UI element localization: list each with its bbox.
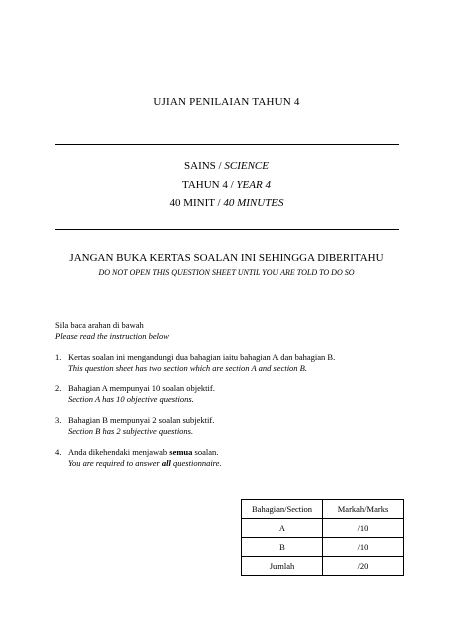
instruction-english-text: You are required to answer: [68, 458, 162, 468]
header-section: Bahagian/Section: [242, 500, 323, 519]
subject-line: [0, 160, 453, 172]
duration-line: [0, 197, 453, 209]
subject-english: SCIENCE: [224, 160, 269, 172]
instruction-malay-text: Anda dikehendaki menjawab: [68, 447, 170, 457]
table-cell-section: A: [242, 519, 323, 538]
page-title: UJIAN PENILAIAN TAHUN 4: [153, 96, 300, 108]
instruction-english: Section B has 2 subjective questions.: [68, 426, 194, 436]
year-english: YEAR 4: [236, 179, 271, 191]
instruction-malay-emphasis: semua: [169, 447, 193, 457]
table-header-row: [242, 500, 404, 519]
instruction-number: 2.: [55, 383, 62, 393]
year-line: [0, 179, 453, 191]
instruction-malay: Kertas soalan ini mengandungi dua bahagian iaitu bahagian A dan bahagian B.: [68, 352, 336, 362]
instruction-english: [68, 458, 222, 468]
instruction-number: 1.: [55, 352, 62, 362]
table-row: [242, 519, 404, 538]
instruction-number: 4.: [55, 447, 62, 457]
bottom-divider: [55, 229, 399, 230]
table-cell-section: Jumlah: [242, 557, 323, 576]
warning-malay: JANGAN BUKA KERTAS SOALAN INI SEHINGGA DIBERITAHU: [69, 252, 384, 264]
year-malay: TAHUN 4 /: [182, 179, 237, 191]
table-cell-marks: /10: [323, 519, 404, 538]
subject-malay: SAINS /: [184, 160, 225, 172]
warning-english: DO NOT OPEN THIS QUESTION SHEET UNTIL YOU ARE TOLD TO DO SO: [98, 268, 355, 277]
table-cell-marks: /20: [323, 557, 404, 576]
table-cell-section: B: [242, 538, 323, 557]
instruction-malay: Bahagian B mempunyai 2 soalan subjektif.: [68, 415, 215, 425]
instructions-intro-malay: Sila baca arahan di bawah: [55, 320, 144, 330]
duration-english: 40 MINUTES: [223, 197, 284, 209]
table-row: [242, 557, 404, 576]
instruction-malay: [68, 447, 218, 457]
marks-table: [241, 499, 404, 576]
instruction-english: This question sheet has two section which are section A and section B.: [68, 363, 308, 373]
instruction-english-emphasis: all: [161, 458, 171, 468]
duration-malay: 40 MINIT /: [169, 197, 224, 209]
table-row: [242, 538, 404, 557]
instruction-english: Section A has 10 objective questions.: [68, 394, 194, 404]
header-marks: Markah/Marks: [323, 500, 404, 519]
top-divider: [55, 144, 399, 145]
instruction-malay-text-end: soalan.: [192, 447, 219, 457]
instruction-malay: Bahagian A mempunyai 10 soalan objektif.: [68, 383, 215, 393]
instructions-intro-english: Please read the instruction below: [55, 331, 169, 341]
table-cell-marks: /10: [323, 538, 404, 557]
instruction-english-text-end: questionnaire.: [170, 458, 222, 468]
instruction-number: 3.: [55, 415, 62, 425]
